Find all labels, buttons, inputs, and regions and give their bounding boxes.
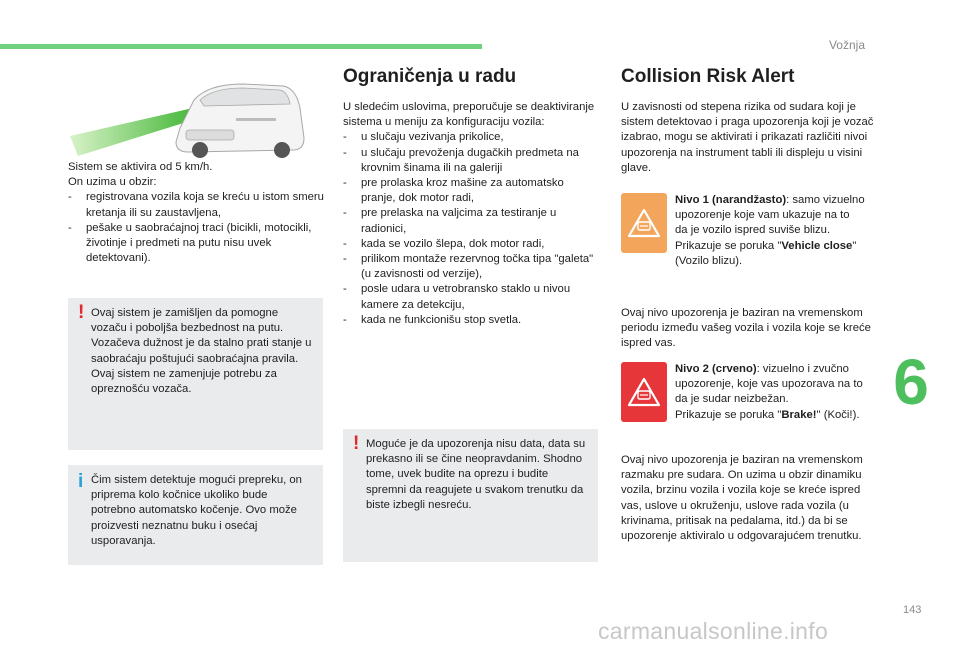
car-trim <box>236 118 276 121</box>
car-wheel-rear <box>274 142 290 158</box>
orange-warning-icon <box>621 193 667 253</box>
car-grille <box>186 130 234 140</box>
list-item: - pešake u saobraćajnoj traci (bicikli, motocikli, životinje i predmeti na putu nisu uvek detektovani). <box>68 221 324 267</box>
level-1-label: Nivo 1 (narandžasto) <box>675 194 787 206</box>
considers-line: On uzima u obzir: <box>68 176 157 189</box>
list-item: - pre prolaska kroz mašine za automatsko pranje, dok motor radi, <box>343 176 599 206</box>
list-item: - posle udara u vetrobransko staklo u nivou kamere za detekciju, <box>343 282 599 312</box>
page-number: 143 <box>903 604 922 616</box>
warning-icon: ! <box>78 302 85 323</box>
msg-prefix: Prikazuje se poruka " <box>675 408 782 421</box>
section-title: Vožnja <box>828 38 865 52</box>
column-1-text <box>68 160 324 266</box>
list-item: - pre prelaska na valjcima za testiranje u radionici, <box>343 206 599 236</box>
column-3-intro <box>621 100 877 176</box>
msg-suffix: " (Koči!). <box>816 408 860 421</box>
level-1-message: Vehicle close <box>781 239 853 252</box>
detection-beam <box>70 108 193 156</box>
limitations-heading: Ograničenja u radu <box>343 66 517 87</box>
chapter-number: 6 <box>893 346 929 418</box>
alert-intro: U zavisnosti od stepena rizika od sudara koji je sistem detektovao i praga upozorenja koji je vozač izabrao, mogu se aktivirati i prikazati različiti nivoi upozorenja na instrument tabli ili displeju u visini glave. <box>621 101 874 174</box>
chapter-color-bar <box>0 44 482 49</box>
list-item: - prilikom montaže rezervnog točka tipa "galeta" (u zavisnosti od verzije), <box>343 252 599 282</box>
detection-list <box>68 190 324 266</box>
level-1-basis: Ovaj nivo upozorenja je baziran na vremenskom periodu između vašeg vozila i vozila koje se kreće ispred vas. <box>621 307 871 350</box>
list-item: - u slučaju prevoženja dugačkih predmeta na krovnim šinama ili na galeriji <box>343 146 599 176</box>
warning-icon: ! <box>353 433 360 454</box>
level-2-message: Brake! <box>781 408 817 421</box>
level-2-basis: Ovaj nivo upozorenja je baziran na vremenskom razmaku pre sudara. On uzima u obzir dinamiku vozila, brzinu vozila i vozila koje se kreće ispred vas, uslove u okruženju, uslove rada vozila (u krivinama, pritisak na pedalama, itd.) da bi se upozorenje aktiviralo u odgovarajućem trenutku. <box>621 454 863 543</box>
msg-suffix: " (Vozilo blizu). <box>675 239 857 267</box>
car-wheel-front <box>192 142 208 158</box>
info-icon: i <box>78 471 84 492</box>
note-paragraph: Čim sistem detektuje mogući prepreku, on priprema kolo kočnice ukoliko bude potrebno automatsko kočenje. Ovo može proizvesti neznatnu buku i osećaj usporavanja. <box>91 474 302 547</box>
collision-alert-heading: Collision Risk Alert <box>621 66 795 87</box>
car-detection-illustration <box>68 78 308 158</box>
note-paragraph: Ovaj sistem ne zamenjuje potrebu za opreznošću vozača. <box>91 367 277 396</box>
level-1-text <box>675 193 865 269</box>
column-2-text <box>343 100 599 328</box>
list-item: - u slučaju vezivanja prikolice, <box>343 130 599 145</box>
red-warning-icon <box>621 362 667 422</box>
note-paragraph: Ovaj sistem je zamišljen da pomogne vozaču i poboljša bezbednost na putu. <box>91 307 284 335</box>
note-paragraph: Moguće je da upozorenja nisu data, data su prekasno ili se čine neopravdanim. Shodno tome, uvek budite na oprezu i budite spremni da reagujete u svakom trenutku da biste izbegli nesreću. <box>366 438 586 511</box>
info-note <box>68 465 323 565</box>
warning-note <box>343 429 598 562</box>
warning-note <box>68 298 323 450</box>
level-2-desc: : vizuelno i zvučno upozorenje, koje vas upozorava na to da je sudar neizbežan. <box>675 363 863 406</box>
level-1-desc: : samo vizuelno upozorenje koje vam ukazuje na to da je vozilo ispred suviše blizu. <box>675 194 865 237</box>
limitations-list <box>343 130 599 328</box>
list-item: - kada se vozilo šlepa, dok motor radi, <box>343 237 599 252</box>
msg-prefix: Prikazuje se poruka " <box>675 239 782 252</box>
limitations-intro: U sledećim uslovima, preporučuje se deaktiviranje sistema u meniju za konfiguraciju vozila: <box>343 101 595 129</box>
list-item: - kada ne funkcionišu stop svetla. <box>343 313 599 328</box>
watermark: carmanualsonline.info <box>598 618 829 644</box>
list-item: - registrovana vozila koja se kreću u istom smeru kretanja ili su zaustavljena, <box>68 190 324 220</box>
level-2-text <box>675 362 865 423</box>
level-2-label: Nivo 2 (crveno) <box>675 363 757 375</box>
note-paragraph: Vozačeva dužnost je da stalno prati stanje u saobraćaju poštujući saobraćajna pravila. <box>91 337 312 365</box>
activation-line: Sistem se aktivira od 5 km/h. <box>68 161 213 173</box>
